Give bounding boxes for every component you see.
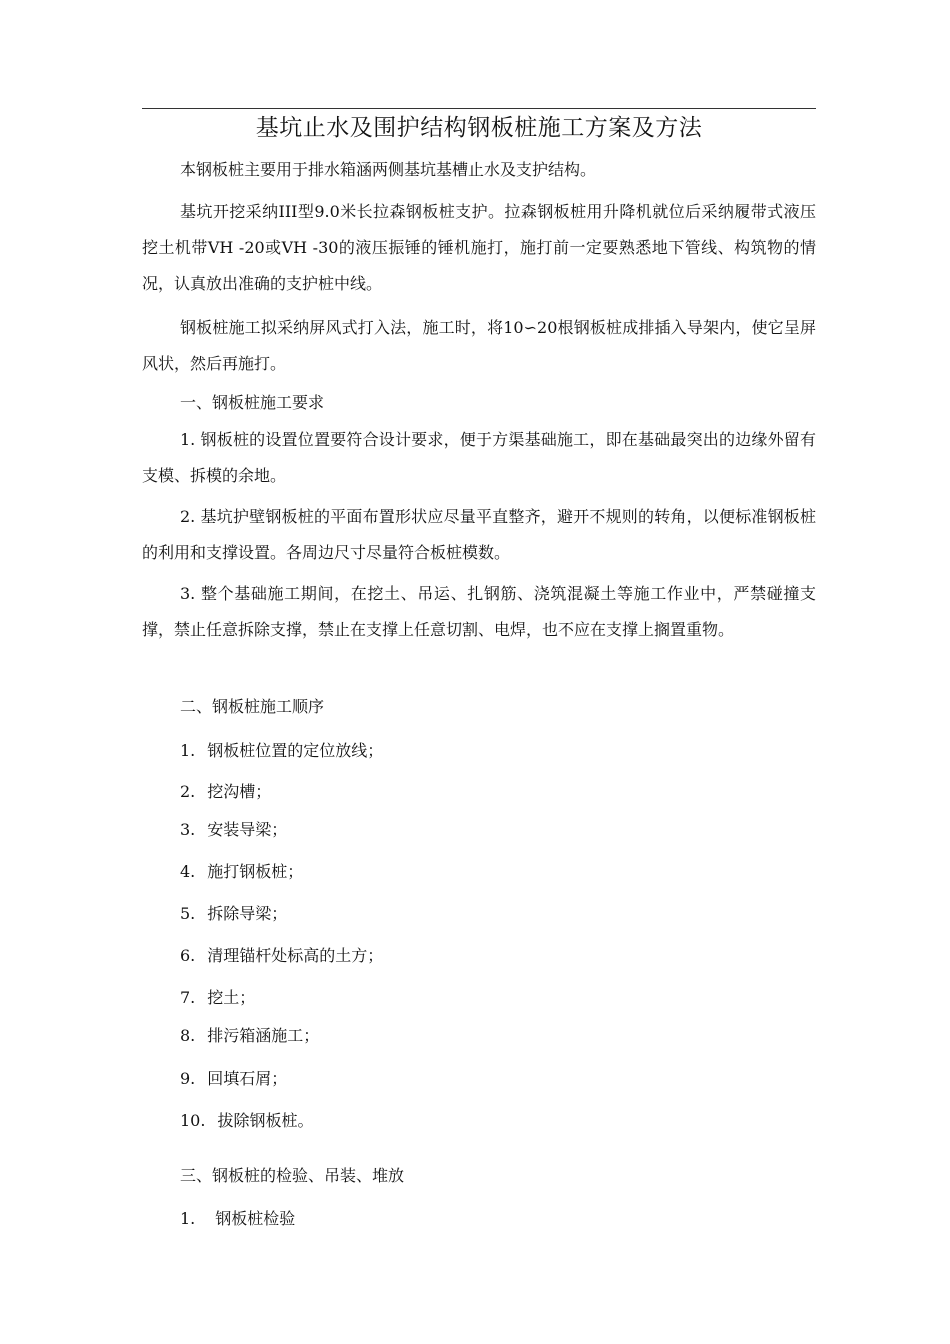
list-item: 2. 挖沟槽；: [180, 782, 272, 801]
paragraph-excavation: 基坑开挖采纳III型9.0米长拉森钢板桩支护。拉森钢板桩用升降机就位后采纳履带式液压挖土机带VH -20或VH -30的液压振锤的锤机施打，施打前一定要熟悉地下管线、构筑物的情况，认真放出准确的支护桩中线。: [142, 202, 816, 293]
document-title: 基坑止水及围护结构钢板桩施工方案及方法: [255, 115, 703, 141]
list-item: 6. 清理锚杆处标高的土方；: [180, 946, 384, 965]
paragraph-method: 钢板桩施工拟采纳屏风式打入法，施工时，将10∽20根钢板桩成排插入导架内，使它呈屏风状，然后再施打。: [142, 318, 816, 373]
list-item: 9. 回填石屑；: [180, 1069, 288, 1088]
list-item: 5. 拆除导梁；: [180, 904, 288, 923]
section-heading-1: 一、钢板桩施工要求: [180, 393, 325, 412]
paragraph-intro: 本钢板桩主要用于排水箱涵两侧基坑基槽止水及支护结构。: [180, 160, 597, 179]
list-item: 10. 拔除钢板桩。: [180, 1111, 314, 1130]
list-item: 3. 安装导梁；: [180, 820, 288, 839]
list-item: 1. 钢板桩位置的定位放线；: [180, 741, 384, 760]
section-heading-2: 二、钢板桩施工顺序: [180, 697, 325, 716]
section-heading-3: 三、钢板桩的检验、吊装、堆放: [180, 1166, 405, 1185]
requirement-2: 2. 基坑护壁钢板桩的平面布置形状应尽量平直整齐，避开不规则的转角，以便标准钢板桩的利用和支撑设置。各周边尺寸尽量符合板桩模数。: [142, 507, 816, 562]
header-rule: [142, 108, 816, 109]
list-item: 7. 挖土；: [180, 988, 256, 1007]
list-item: 4. 施打钢板桩；: [180, 862, 304, 881]
list-item: 8. 排污箱涵施工；: [180, 1026, 320, 1045]
requirement-3: 3. 整个基础施工期间，在挖土、吊运、扎钢筋、浇筑混凝土等施工作业中，严禁碰撞支撑，禁止任意拆除支撑，禁止在支撑上任意切割、电焊，也不应在支撑上搁置重物。: [142, 584, 816, 639]
requirement-1: 1. 钢板桩的设置位置要符合设计要求，便于方渠基础施工，即在基础最突出的边缘外留有支模、拆模的余地。: [142, 430, 816, 485]
subsection-heading: 1. 钢板桩检验: [180, 1209, 296, 1228]
